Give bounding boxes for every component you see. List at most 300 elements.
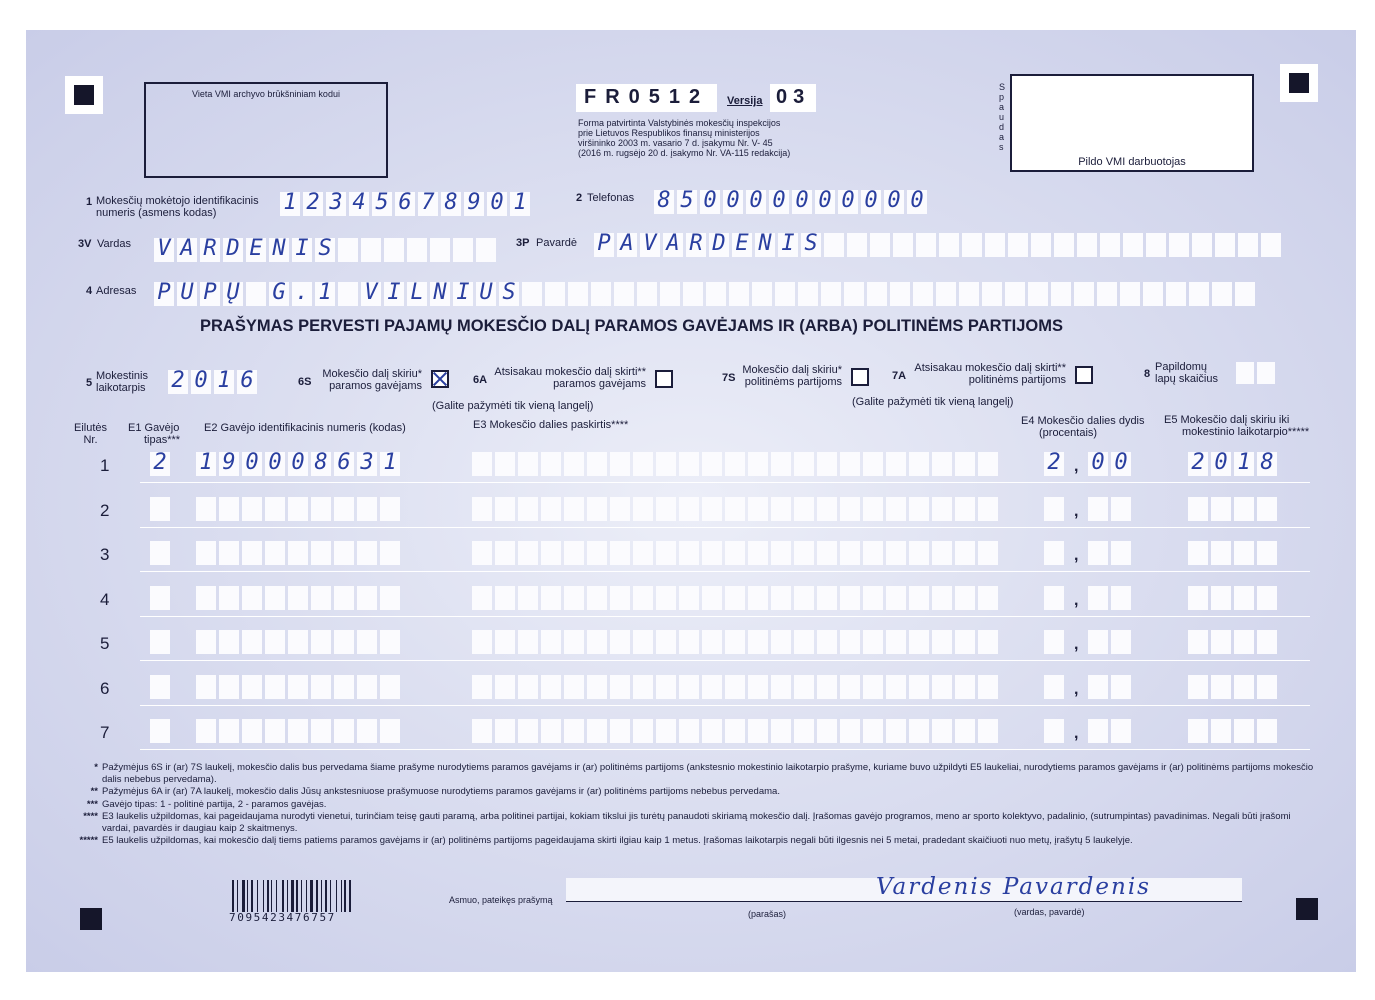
input-cell[interactable] [568, 282, 588, 306]
input-cell[interactable] [1088, 719, 1108, 743]
input-cell[interactable] [219, 630, 239, 654]
input-cell[interactable] [541, 675, 561, 699]
row-e5-until-year[interactable] [1188, 586, 1277, 610]
input-cell[interactable] [219, 719, 239, 743]
input-cell[interactable] [1028, 282, 1048, 306]
input-cell[interactable] [361, 282, 381, 306]
input-cell[interactable] [955, 497, 975, 521]
input-cell[interactable] [840, 630, 860, 654]
input-cell[interactable] [909, 586, 929, 610]
input-cell[interactable] [495, 452, 515, 476]
input-cell[interactable] [587, 630, 607, 654]
input-cell[interactable] [380, 452, 400, 476]
input-cell[interactable] [280, 192, 300, 216]
input-cell[interactable] [564, 675, 584, 699]
input-cell[interactable] [1234, 541, 1254, 565]
input-cell[interactable] [1257, 452, 1277, 476]
field-1-id-boxes[interactable] [280, 192, 530, 216]
input-cell[interactable] [725, 675, 745, 699]
input-cell[interactable] [978, 675, 998, 699]
input-cell[interactable] [1257, 675, 1277, 699]
input-cell[interactable] [407, 238, 427, 262]
row-e2-id[interactable] [196, 497, 400, 521]
input-cell[interactable] [817, 541, 837, 565]
input-cell[interactable] [357, 719, 377, 743]
input-cell[interactable] [1044, 497, 1064, 521]
input-cell[interactable] [633, 541, 653, 565]
input-cell[interactable] [748, 675, 768, 699]
input-cell[interactable] [978, 541, 998, 565]
input-cell[interactable] [637, 282, 657, 306]
input-cell[interactable] [361, 238, 381, 262]
input-cell[interactable] [518, 719, 538, 743]
input-cell[interactable] [886, 586, 906, 610]
input-cell[interactable] [1088, 497, 1108, 521]
input-cell[interactable] [771, 452, 791, 476]
input-cell[interactable] [246, 238, 266, 262]
input-cell[interactable] [1188, 452, 1208, 476]
input-cell[interactable] [1188, 497, 1208, 521]
input-cell[interactable] [863, 541, 883, 565]
input-cell[interactable] [191, 370, 211, 394]
input-cell[interactable] [932, 497, 952, 521]
input-cell[interactable] [338, 282, 358, 306]
input-cell[interactable] [794, 630, 814, 654]
input-cell[interactable] [1257, 630, 1277, 654]
input-cell[interactable] [150, 586, 170, 610]
input-cell[interactable] [334, 541, 354, 565]
input-cell[interactable] [610, 452, 630, 476]
input-cell[interactable] [886, 497, 906, 521]
row-e4-decimals[interactable] [1088, 675, 1131, 699]
input-cell[interactable] [962, 233, 982, 257]
input-cell[interactable] [522, 282, 542, 306]
input-cell[interactable] [495, 497, 515, 521]
input-cell[interactable] [679, 452, 699, 476]
input-cell[interactable] [840, 452, 860, 476]
input-cell[interactable] [932, 630, 952, 654]
input-cell[interactable] [861, 190, 881, 214]
input-cell[interactable] [867, 282, 887, 306]
input-cell[interactable] [453, 238, 473, 262]
input-cell[interactable] [150, 675, 170, 699]
input-cell[interactable] [1044, 719, 1064, 743]
input-cell[interactable] [311, 675, 331, 699]
row-e4-integer[interactable] [1044, 541, 1064, 565]
input-cell[interactable] [357, 452, 377, 476]
input-cell[interactable] [1211, 719, 1231, 743]
input-cell[interactable] [518, 586, 538, 610]
input-cell[interactable] [794, 497, 814, 521]
input-cell[interactable] [617, 233, 637, 257]
input-cell[interactable] [499, 282, 519, 306]
input-cell[interactable] [1166, 282, 1186, 306]
input-cell[interactable] [150, 452, 170, 476]
input-cell[interactable] [610, 719, 630, 743]
input-cell[interactable] [863, 630, 883, 654]
input-cell[interactable] [196, 586, 216, 610]
input-cell[interactable] [656, 452, 676, 476]
input-cell[interactable] [801, 233, 821, 257]
input-cell[interactable] [303, 192, 323, 216]
input-cell[interactable] [794, 586, 814, 610]
input-cell[interactable] [380, 719, 400, 743]
input-cell[interactable] [418, 192, 438, 216]
input-cell[interactable] [1257, 362, 1275, 384]
input-cell[interactable] [338, 238, 358, 262]
input-cell[interactable] [663, 233, 683, 257]
field-6a-checkbox[interactable] [655, 370, 673, 388]
input-cell[interactable] [1257, 719, 1277, 743]
row-e1-type[interactable] [150, 497, 170, 521]
input-cell[interactable] [242, 630, 262, 654]
input-cell[interactable] [200, 282, 220, 306]
input-cell[interactable] [955, 630, 975, 654]
input-cell[interactable] [1111, 586, 1131, 610]
input-cell[interactable] [982, 282, 1002, 306]
input-cell[interactable] [1235, 282, 1255, 306]
input-cell[interactable] [311, 497, 331, 521]
input-cell[interactable] [656, 497, 676, 521]
input-cell[interactable] [686, 233, 706, 257]
input-cell[interactable] [955, 586, 975, 610]
input-cell[interactable] [939, 233, 959, 257]
input-cell[interactable] [315, 282, 335, 306]
input-cell[interactable] [610, 675, 630, 699]
input-cell[interactable] [518, 675, 538, 699]
row-e5-until-year[interactable] [1188, 719, 1277, 743]
input-cell[interactable] [886, 541, 906, 565]
input-cell[interactable] [1051, 282, 1071, 306]
input-cell[interactable] [541, 630, 561, 654]
input-cell[interactable] [518, 497, 538, 521]
input-cell[interactable] [775, 282, 795, 306]
input-cell[interactable] [1257, 497, 1277, 521]
input-cell[interactable] [863, 586, 883, 610]
row-e3-purpose[interactable] [472, 541, 998, 565]
input-cell[interactable] [610, 586, 630, 610]
input-cell[interactable] [587, 452, 607, 476]
input-cell[interactable] [1088, 675, 1108, 699]
input-cell[interactable] [200, 238, 220, 262]
row-e3-purpose[interactable] [472, 452, 998, 476]
input-cell[interactable] [1088, 541, 1108, 565]
input-cell[interactable] [242, 719, 262, 743]
input-cell[interactable] [510, 192, 530, 216]
input-cell[interactable] [1111, 675, 1131, 699]
input-cell[interactable] [656, 541, 676, 565]
input-cell[interactable] [706, 282, 726, 306]
input-cell[interactable] [702, 541, 722, 565]
input-cell[interactable] [863, 675, 883, 699]
input-cell[interactable] [932, 452, 952, 476]
input-cell[interactable] [357, 586, 377, 610]
input-cell[interactable] [564, 541, 584, 565]
input-cell[interactable] [311, 630, 331, 654]
input-cell[interactable] [817, 452, 837, 476]
input-cell[interactable] [464, 192, 484, 216]
input-cell[interactable] [886, 675, 906, 699]
input-cell[interactable] [430, 238, 450, 262]
input-cell[interactable] [518, 452, 538, 476]
input-cell[interactable] [640, 233, 660, 257]
field-2-phone-boxes[interactable] [654, 190, 927, 214]
input-cell[interactable] [311, 452, 331, 476]
input-cell[interactable] [357, 497, 377, 521]
input-cell[interactable] [633, 675, 653, 699]
input-cell[interactable] [495, 719, 515, 743]
input-cell[interactable] [936, 282, 956, 306]
row-e4-integer[interactable] [1044, 675, 1064, 699]
input-cell[interactable] [633, 630, 653, 654]
row-e2-id[interactable] [196, 586, 400, 610]
row-e5-until-year[interactable] [1188, 541, 1277, 565]
input-cell[interactable] [633, 586, 653, 610]
input-cell[interactable] [794, 541, 814, 565]
input-cell[interactable] [821, 282, 841, 306]
input-cell[interactable] [723, 190, 743, 214]
input-cell[interactable] [472, 630, 492, 654]
row-e4-integer[interactable] [1044, 452, 1064, 476]
input-cell[interactable] [725, 719, 745, 743]
input-cell[interactable] [840, 719, 860, 743]
input-cell[interactable] [748, 497, 768, 521]
row-e3-purpose[interactable] [472, 630, 998, 654]
input-cell[interactable] [725, 452, 745, 476]
input-cell[interactable] [472, 675, 492, 699]
row-e5-until-year[interactable] [1188, 630, 1277, 654]
input-cell[interactable] [1188, 541, 1208, 565]
row-e1-type[interactable] [150, 719, 170, 743]
field-3p-surname-boxes[interactable] [594, 233, 1281, 257]
input-cell[interactable] [357, 630, 377, 654]
input-cell[interactable] [430, 282, 450, 306]
row-e4-decimals[interactable] [1088, 586, 1131, 610]
row-e1-type[interactable] [150, 541, 170, 565]
input-cell[interactable] [633, 452, 653, 476]
input-cell[interactable] [890, 282, 910, 306]
input-cell[interactable] [1192, 233, 1212, 257]
input-cell[interactable] [541, 586, 561, 610]
input-cell[interactable] [932, 541, 952, 565]
input-cell[interactable] [1005, 282, 1025, 306]
input-cell[interactable] [870, 233, 890, 257]
input-cell[interactable] [545, 282, 565, 306]
input-cell[interactable] [1257, 586, 1277, 610]
input-cell[interactable] [1054, 233, 1074, 257]
input-cell[interactable] [700, 190, 720, 214]
input-cell[interactable] [725, 541, 745, 565]
input-cell[interactable] [633, 719, 653, 743]
input-cell[interactable] [817, 719, 837, 743]
input-cell[interactable] [748, 719, 768, 743]
input-cell[interactable] [794, 675, 814, 699]
input-cell[interactable] [326, 192, 346, 216]
input-cell[interactable] [702, 675, 722, 699]
input-cell[interactable] [242, 497, 262, 521]
row-e5-until-year[interactable] [1188, 675, 1277, 699]
input-cell[interactable] [1188, 675, 1208, 699]
input-cell[interactable] [1074, 282, 1094, 306]
input-cell[interactable] [150, 541, 170, 565]
input-cell[interactable] [978, 586, 998, 610]
input-cell[interactable] [955, 452, 975, 476]
row-e4-integer[interactable] [1044, 586, 1064, 610]
input-cell[interactable] [679, 675, 699, 699]
input-cell[interactable] [564, 630, 584, 654]
input-cell[interactable] [288, 630, 308, 654]
input-cell[interactable] [587, 586, 607, 610]
input-cell[interactable] [1211, 586, 1231, 610]
row-e1-type[interactable] [150, 452, 170, 476]
input-cell[interactable] [311, 541, 331, 565]
input-cell[interactable] [242, 675, 262, 699]
input-cell[interactable] [269, 282, 289, 306]
input-cell[interactable] [815, 190, 835, 214]
input-cell[interactable] [1111, 630, 1131, 654]
input-cell[interactable] [748, 630, 768, 654]
row-e4-integer[interactable] [1044, 630, 1064, 654]
input-cell[interactable] [219, 586, 239, 610]
input-cell[interactable] [384, 238, 404, 262]
input-cell[interactable] [932, 719, 952, 743]
input-cell[interactable] [288, 452, 308, 476]
input-cell[interactable] [334, 497, 354, 521]
input-cell[interactable] [587, 541, 607, 565]
input-cell[interactable] [265, 541, 285, 565]
input-cell[interactable] [472, 586, 492, 610]
input-cell[interactable] [1088, 630, 1108, 654]
input-cell[interactable] [372, 192, 392, 216]
input-cell[interactable] [196, 630, 216, 654]
input-cell[interactable] [732, 233, 752, 257]
row-e4-decimals[interactable] [1088, 630, 1131, 654]
input-cell[interactable] [932, 675, 952, 699]
input-cell[interactable] [1111, 452, 1131, 476]
input-cell[interactable] [1211, 630, 1231, 654]
input-cell[interactable] [541, 452, 561, 476]
input-cell[interactable] [288, 497, 308, 521]
input-cell[interactable] [472, 719, 492, 743]
input-cell[interactable] [1189, 282, 1209, 306]
input-cell[interactable] [725, 586, 745, 610]
input-cell[interactable] [265, 586, 285, 610]
input-cell[interactable] [1261, 233, 1281, 257]
input-cell[interactable] [476, 238, 496, 262]
input-cell[interactable] [679, 630, 699, 654]
input-cell[interactable] [265, 452, 285, 476]
input-cell[interactable] [955, 675, 975, 699]
input-cell[interactable] [219, 452, 239, 476]
input-cell[interactable] [292, 238, 312, 262]
input-cell[interactable] [1111, 541, 1131, 565]
input-cell[interactable] [913, 282, 933, 306]
field-7a-checkbox[interactable] [1075, 366, 1093, 384]
input-cell[interactable] [844, 282, 864, 306]
input-cell[interactable] [817, 675, 837, 699]
row-e3-purpose[interactable] [472, 719, 998, 743]
input-cell[interactable] [219, 497, 239, 521]
input-cell[interactable] [357, 675, 377, 699]
input-cell[interactable] [679, 497, 699, 521]
input-cell[interactable] [154, 282, 174, 306]
input-cell[interactable] [349, 192, 369, 216]
input-cell[interactable] [1215, 233, 1235, 257]
input-cell[interactable] [1211, 452, 1231, 476]
field-4-address-boxes[interactable] [154, 282, 1255, 306]
field-7s-checkbox[interactable] [851, 368, 869, 386]
input-cell[interactable] [288, 719, 308, 743]
input-cell[interactable] [242, 541, 262, 565]
input-cell[interactable] [1077, 233, 1097, 257]
input-cell[interactable] [1088, 586, 1108, 610]
input-cell[interactable] [824, 233, 844, 257]
input-cell[interactable] [219, 541, 239, 565]
input-cell[interactable] [909, 497, 929, 521]
input-cell[interactable] [177, 238, 197, 262]
input-cell[interactable] [778, 233, 798, 257]
input-cell[interactable] [847, 233, 867, 257]
row-e4-decimals[interactable] [1088, 497, 1131, 521]
input-cell[interactable] [817, 497, 837, 521]
input-cell[interactable] [1234, 719, 1254, 743]
input-cell[interactable] [1044, 586, 1064, 610]
input-cell[interactable] [610, 497, 630, 521]
field-3v-name-boxes[interactable] [154, 238, 496, 262]
input-cell[interactable] [518, 541, 538, 565]
input-cell[interactable] [838, 190, 858, 214]
input-cell[interactable] [1234, 675, 1254, 699]
input-cell[interactable] [380, 630, 400, 654]
input-cell[interactable] [594, 233, 614, 257]
input-cell[interactable] [154, 238, 174, 262]
input-cell[interactable] [472, 497, 492, 521]
input-cell[interactable] [541, 497, 561, 521]
input-cell[interactable] [683, 282, 703, 306]
input-cell[interactable] [242, 452, 262, 476]
input-cell[interactable] [1143, 282, 1163, 306]
input-cell[interactable] [380, 497, 400, 521]
input-cell[interactable] [1169, 233, 1189, 257]
field-5-period-boxes[interactable] [168, 370, 257, 394]
row-e2-id[interactable] [196, 630, 400, 654]
input-cell[interactable] [633, 497, 653, 521]
input-cell[interactable] [798, 282, 818, 306]
input-cell[interactable] [334, 452, 354, 476]
row-e4-integer[interactable] [1044, 497, 1064, 521]
input-cell[interactable] [656, 586, 676, 610]
input-cell[interactable] [978, 452, 998, 476]
input-cell[interactable] [311, 586, 331, 610]
input-cell[interactable] [660, 282, 680, 306]
input-cell[interactable] [384, 282, 404, 306]
input-cell[interactable] [978, 630, 998, 654]
input-cell[interactable] [487, 192, 507, 216]
input-cell[interactable] [177, 282, 197, 306]
input-cell[interactable] [1111, 719, 1131, 743]
input-cell[interactable] [150, 497, 170, 521]
input-cell[interactable] [679, 541, 699, 565]
input-cell[interactable] [932, 586, 952, 610]
input-cell[interactable] [959, 282, 979, 306]
input-cell[interactable] [541, 541, 561, 565]
input-cell[interactable] [476, 282, 496, 306]
input-cell[interactable] [840, 586, 860, 610]
input-cell[interactable] [1188, 586, 1208, 610]
input-cell[interactable] [955, 541, 975, 565]
input-cell[interactable] [863, 719, 883, 743]
input-cell[interactable] [840, 675, 860, 699]
